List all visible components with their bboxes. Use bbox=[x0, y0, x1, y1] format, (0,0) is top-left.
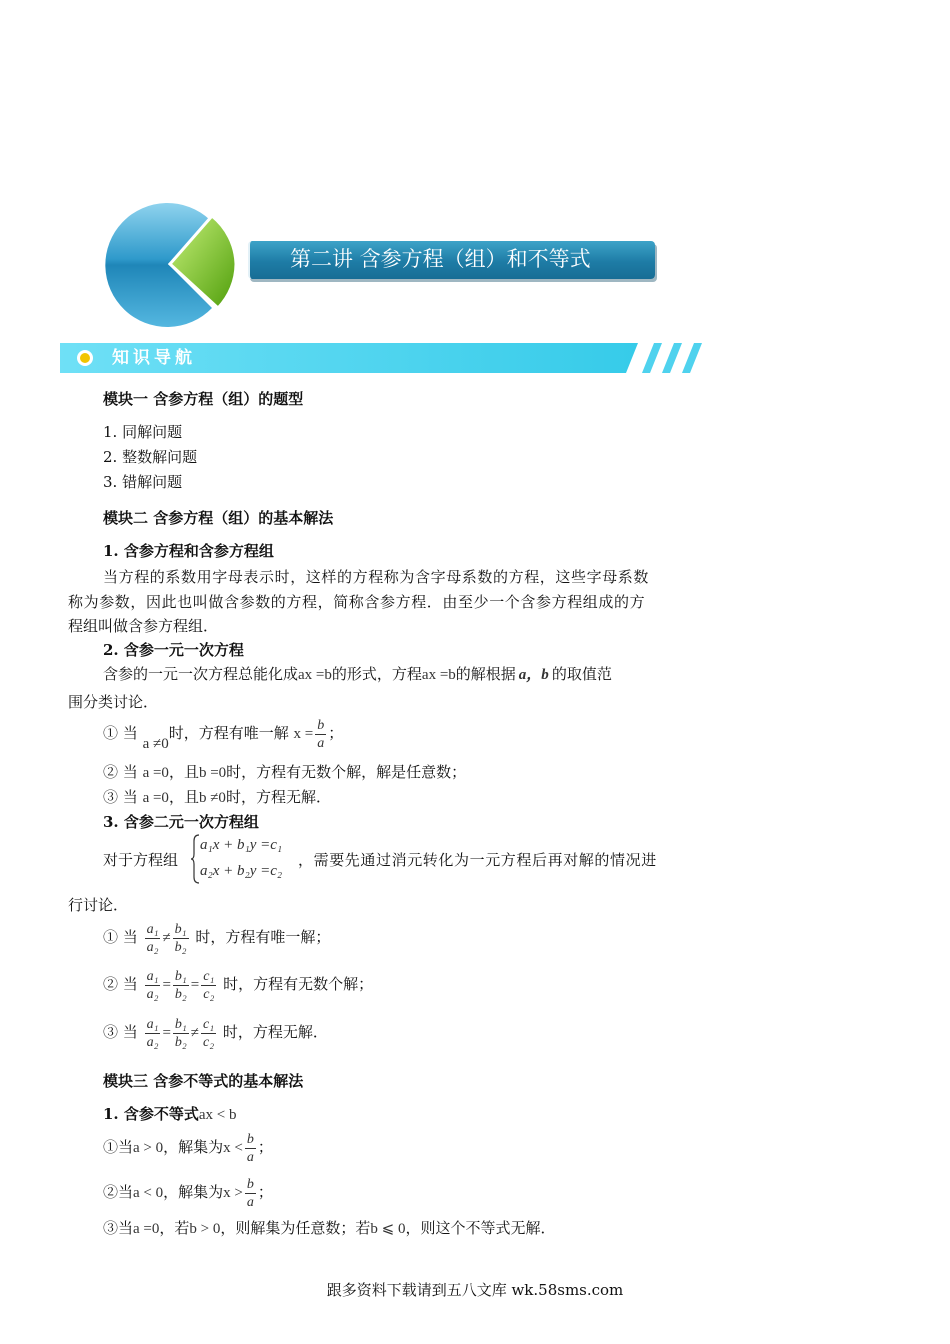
case-line bbox=[103, 1010, 328, 1055]
numerator: a₁ bbox=[146, 1016, 159, 1032]
operator: = bbox=[162, 977, 171, 993]
text: 时，方程有无数个解，解是任意数； bbox=[226, 763, 467, 781]
text: 1. 含参不等式 bbox=[103, 1105, 199, 1123]
fraction bbox=[173, 968, 189, 1003]
nav-label: 知识导航 bbox=[112, 348, 196, 368]
list-item: 2. 整数解问题 bbox=[103, 448, 198, 466]
math-x: x = bbox=[293, 726, 314, 742]
denominator: b₂ bbox=[174, 1034, 187, 1050]
denominator: a bbox=[317, 735, 325, 751]
case-line bbox=[103, 1127, 273, 1168]
denominator: a₂ bbox=[146, 939, 159, 955]
fraction bbox=[315, 717, 326, 752]
denominator: a₂ bbox=[146, 1034, 159, 1050]
subsection-title bbox=[103, 1102, 237, 1127]
system-equation-1: a₁x + b₁y =c₁ bbox=[200, 837, 283, 853]
lecture-title: 第二讲 含参方程（组）和不等式 bbox=[290, 247, 591, 271]
condition: b ≠0 bbox=[198, 790, 226, 806]
paragraph-line: 行讨论． bbox=[68, 896, 129, 914]
numerator: a₁ bbox=[146, 921, 159, 937]
case-line bbox=[103, 1216, 555, 1241]
numerator: b bbox=[317, 717, 325, 733]
case-line bbox=[103, 1172, 273, 1213]
paragraph-line: 称为参数，因此也叫做含参数的方程，简称含参方程．由至少一个含参方程组成的方 bbox=[68, 593, 646, 611]
paragraph-line bbox=[103, 662, 612, 687]
text: 的取值范 bbox=[551, 665, 612, 683]
list-item: 1. 同解问题 bbox=[103, 423, 183, 441]
fraction bbox=[173, 921, 189, 956]
text: ② 当 bbox=[103, 763, 138, 781]
text: ，解集为 bbox=[163, 1183, 224, 1201]
text: ，且 bbox=[168, 763, 199, 781]
numerator: b bbox=[246, 1176, 254, 1192]
text: 时，方程有唯一解 bbox=[168, 724, 289, 742]
system-equation-2: a₂x + b₂y =c₂ bbox=[200, 863, 283, 879]
text: ③ 当 bbox=[103, 1023, 138, 1041]
numerator: b₁ bbox=[174, 1016, 187, 1032]
module1-title: 模块一 含参方程（组）的题型 bbox=[103, 390, 304, 408]
system-outro: ，需要先通过消元转化为一元方程后再对解的情况进 bbox=[298, 851, 657, 869]
denominator: c₂ bbox=[203, 1034, 215, 1050]
fraction bbox=[145, 1016, 161, 1051]
condition: a ≠0 bbox=[142, 736, 169, 752]
text: ； bbox=[328, 724, 344, 742]
condition: a =0 bbox=[142, 790, 169, 806]
paragraph-line: 程组叫做含参方程组． bbox=[68, 617, 219, 635]
text: ① 当 bbox=[103, 724, 138, 742]
numerator: a₁ bbox=[146, 968, 159, 984]
condition: b =0 bbox=[198, 765, 227, 781]
text: ③ 当 bbox=[103, 788, 138, 806]
operator: = bbox=[190, 977, 200, 993]
denominator: a₂ bbox=[146, 986, 159, 1002]
numerator: c₁ bbox=[203, 1016, 215, 1032]
case-line bbox=[103, 962, 373, 1007]
text: ② 当 bbox=[103, 975, 138, 993]
condition: b > 0 bbox=[189, 1221, 221, 1237]
system-intro: 对于方程组 bbox=[103, 851, 179, 869]
pie-logo-icon bbox=[100, 198, 245, 328]
math-x: x < bbox=[223, 1140, 243, 1156]
text: ①当 bbox=[103, 1138, 134, 1156]
text: ； bbox=[257, 1138, 273, 1156]
fraction bbox=[245, 1176, 256, 1211]
module2-title: 模块二 含参方程（组）的基本解法 bbox=[103, 509, 334, 527]
case-line bbox=[103, 760, 466, 785]
text: ，若 bbox=[159, 1219, 190, 1237]
numerator: b bbox=[246, 1131, 254, 1147]
fraction bbox=[201, 1016, 216, 1051]
denominator: a bbox=[246, 1149, 254, 1165]
text: 时，方程无解． bbox=[225, 788, 331, 806]
denominator: b₂ bbox=[174, 986, 187, 1002]
operator: ≠ bbox=[162, 930, 171, 946]
text: 时，方程有无数个解； bbox=[223, 975, 374, 993]
subsection-title: 3. 含参二元一次方程组 bbox=[103, 813, 259, 831]
text: ，则解集为任意数；若 bbox=[220, 1219, 371, 1237]
denominator: b₂ bbox=[174, 939, 187, 955]
condition: a > 0 bbox=[133, 1140, 164, 1156]
text: 含参的一元一次方程总能化成 bbox=[103, 665, 299, 683]
text: ； bbox=[257, 1183, 273, 1201]
text: 时，方程无解． bbox=[222, 1023, 328, 1041]
condition: a =0 bbox=[142, 765, 169, 781]
module3-title: 模块三 含参不等式的基本解法 bbox=[103, 1072, 304, 1090]
footer-link[interactable]: 跟多资料下载请到五八文库 wk.58sms.com bbox=[326, 1281, 624, 1299]
denominator: c₂ bbox=[203, 986, 215, 1002]
numerator: c₁ bbox=[203, 968, 215, 984]
text: ① 当 bbox=[103, 928, 138, 946]
subsection-title: 2. 含参一元一次方程 bbox=[103, 641, 244, 659]
equation: ax =b bbox=[298, 667, 332, 683]
fraction bbox=[201, 968, 216, 1003]
text: 时，方程有唯一解； bbox=[195, 928, 331, 946]
paragraph-line: 当方程的系数用字母表示时，这样的方程称为含字母系数的方程，这些字母系数 bbox=[103, 568, 650, 586]
operator: ≠ bbox=[190, 1025, 200, 1041]
list-item: 3. 错解问题 bbox=[103, 473, 183, 491]
left-brace-icon bbox=[190, 834, 200, 884]
equation: ax =b bbox=[421, 667, 456, 683]
operator: = bbox=[162, 1025, 171, 1041]
variables: a，b bbox=[518, 667, 549, 683]
text: ③当 bbox=[103, 1219, 134, 1237]
condition: b ⩽ 0 bbox=[370, 1221, 406, 1237]
text: ，则这个不等式无解． bbox=[405, 1219, 556, 1237]
text: ②当 bbox=[103, 1183, 134, 1201]
fraction bbox=[145, 921, 161, 956]
case-line bbox=[103, 715, 343, 752]
condition: a < 0 bbox=[133, 1185, 164, 1201]
fraction bbox=[245, 1131, 256, 1166]
inequality: ax < b bbox=[198, 1107, 237, 1123]
text: ，解集为 bbox=[163, 1138, 224, 1156]
case-line bbox=[103, 785, 331, 810]
paragraph-line: 围分类讨论． bbox=[68, 693, 159, 711]
subsection-title: 1. 含参方程和含参方程组 bbox=[103, 542, 274, 560]
text: ，且 bbox=[168, 788, 199, 806]
denominator: a bbox=[246, 1194, 254, 1210]
condition: a =0 bbox=[133, 1221, 160, 1237]
text: 的形式，方程 bbox=[331, 665, 422, 683]
fraction bbox=[173, 1016, 189, 1051]
math-x: x > bbox=[223, 1185, 243, 1201]
case-line bbox=[103, 915, 330, 960]
numerator: b₁ bbox=[174, 968, 187, 984]
text: 的解根据 bbox=[455, 665, 516, 683]
fraction bbox=[145, 968, 161, 1003]
numerator: b₁ bbox=[174, 921, 187, 937]
